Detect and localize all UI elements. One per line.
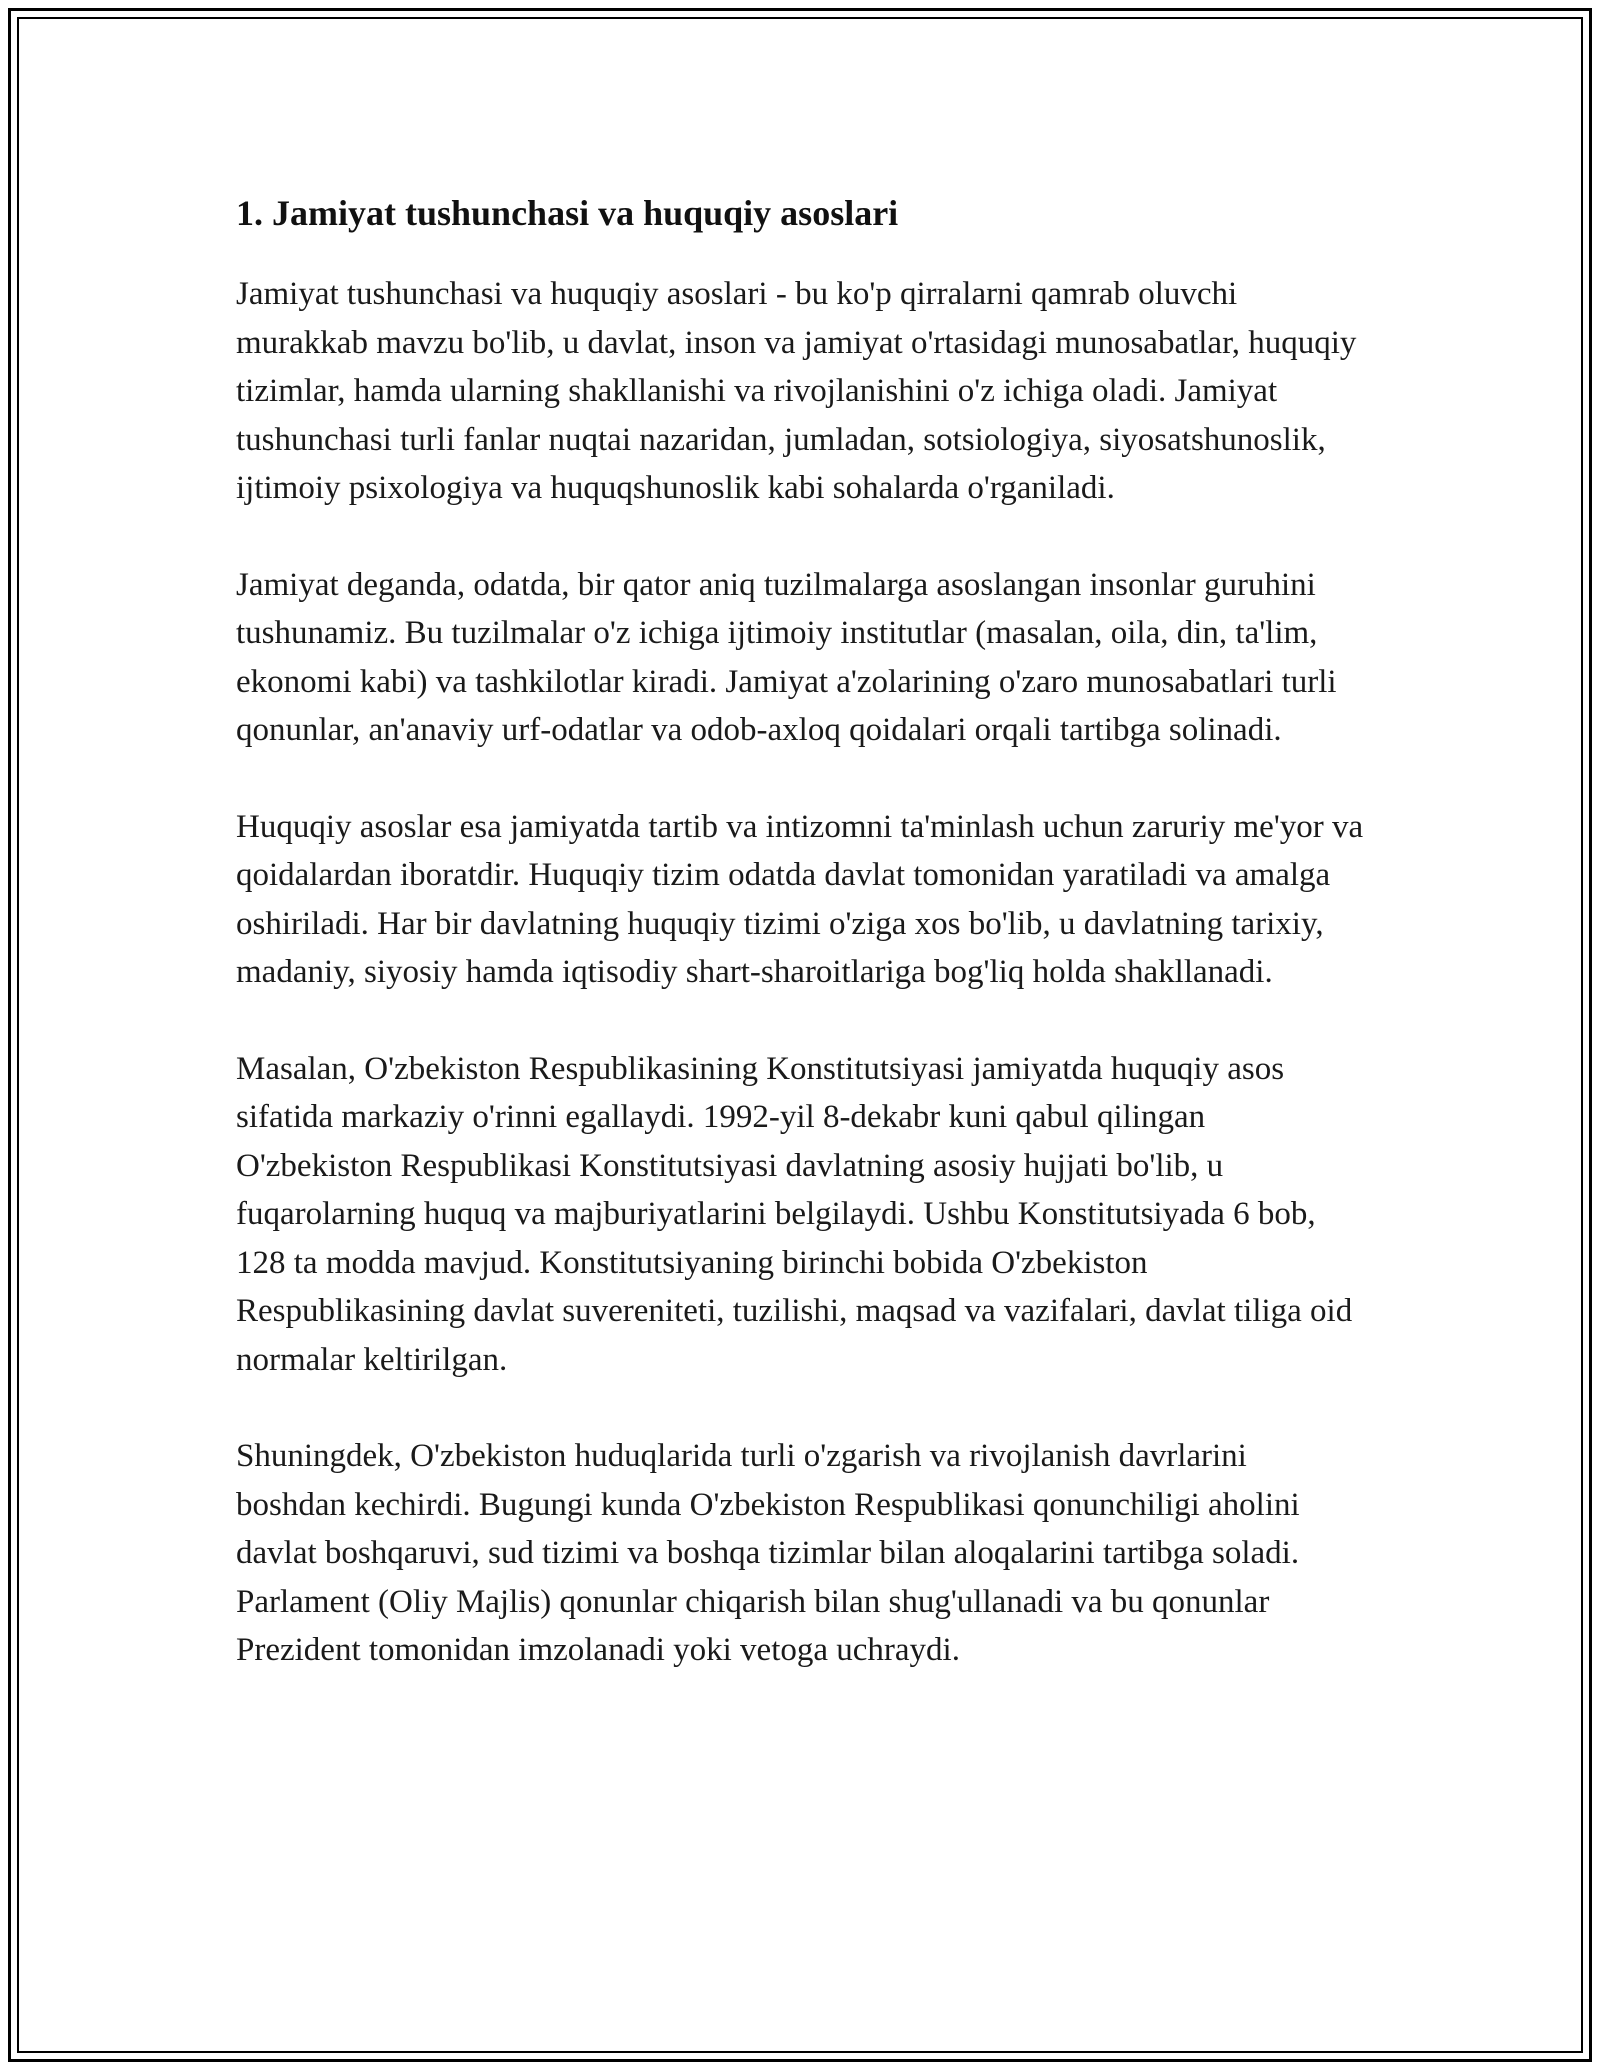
paragraph-4: Masalan, O'zbekiston Respublikasining Konstitutsiyasi jamiyatda huquqiy asos sifatida markaziy o'rinni egallaydi. 1992-yil 8-dekabr kuni qabul qilingan O'zbekiston Respublikasi Konstitutsiyasi davlatning asosiy hujjati bo'lib, u fuqarolarning huquq va majburiyatlarini belgilaydi. Ushbu Konstitutsiyada 6 bob, 128 ta modda mavjud. Konstitutsiyaning birinchi bobida O'zbekiston Respublikasining davlat suvereniteti, tuzilishi, maqsad va vazifalari, davlat tiliga oid normalar keltirilgan.: [236, 1050, 1353, 1378]
paragraph-5: Shuningdek, O'zbekiston huduqlarida turli o'zgarish va rivojlanish davrlarini boshdan kechirdi. Bugungi kunda O'zbekiston Respublikasi qonunchiligi aholini davlat boshqaruvi, sud tizimi va boshqa tizimlar bilan aloqalarini tartibga soladi. Parlament (Oliy Majlis) qonunlar chiqarish bilan shug'ullanadi va bu qonunlar Prezident tomonidan imzolanadi yoki vetoga uchraydi.: [236, 1438, 1300, 1668]
document-body: [236, 184, 1364, 1675]
paragraph-1: Jamiyat tushunchasi va huquqiy asoslari - bu ko'p qirralarni qamrab oluvchi murakkab mavzu bo'lib, u davlat, inson va jamiyat o'rtasidagi munosabatlar, huquqiy tizimlar, hamda ularning shakllanishi va rivojlanishini o'z ichiga oladi. Jamiyat tushunchasi turli fanlar nuqtai nazaridan, jumladan, sotsiologiya, siyosatshunoslik, ijtimoiy psixologiya va huquqshunoslik kabi sohalarda o'rganiladi.: [236, 276, 1357, 506]
paragraph-2: Jamiyat deganda, odatda, bir qator aniq tuzilmalarga asoslangan insonlar guruhini tushunamiz. Bu tuzilmalar o'z ichiga ijtimoiy institutlar (masalan, oila, din, ta'lim, ekonomi kabi) va tashkilotlar kiradi. Jamiyat a'zolarining o'zaro munosabatlari turli qonunlar, an'anaviy urf-odatlar va odob-axloq qoidalari orqali tartibga solinadi.: [236, 566, 1337, 748]
paragraph-3: Huquqiy asoslar esa jamiyatda tartib va intizomni ta'minlash uchun zaruriy me'yor va qoidalardan iboratdir. Huquqiy tizim odatda davlat tomonidan yaratiladi va amalga oshiriladi. Har bir davlatning huquqiy tizimi o'ziga xos bo'lib, u davlatning tarixiy, madaniy, siyosiy hamda iqtisodiy shart-sharoitlariga bog'liq holda shakllanadi.: [236, 808, 1364, 990]
section-title: 1. Jamiyat tushunchasi va huquqiy asoslari: [236, 193, 899, 233]
